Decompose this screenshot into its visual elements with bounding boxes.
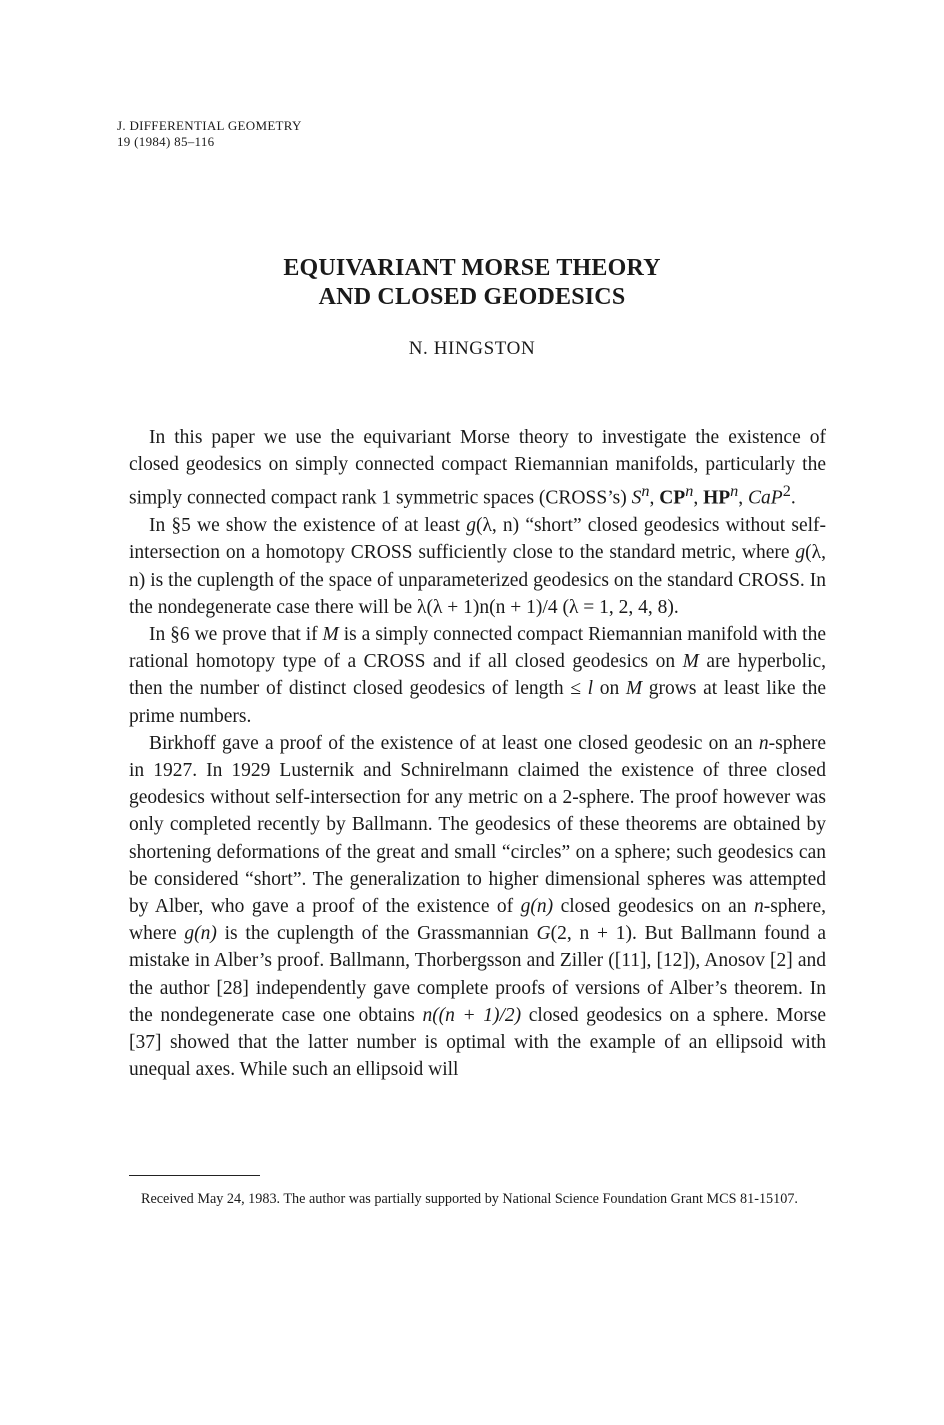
journal-citation: 19 (1984) 85–116: [117, 134, 215, 149]
footnote-text: Received May 24, 1983. The author was partially supported by National Science Foundation Grant MCS 81-15107.: [141, 1191, 798, 1207]
footnote-rule: [129, 1175, 260, 1176]
article-author: N. HINGSTON: [408, 338, 536, 359]
footnote: [129, 1190, 826, 1209]
journal-header: [117, 118, 302, 150]
journal-name: J. DIFFERENTIAL GEOMETRY: [117, 118, 302, 133]
title-line-1: EQUIVARIANT MORSE THEORY: [283, 255, 661, 281]
paragraph-3: In §6 we prove that if M is a simply connected compact Riemannian manifold with the rational homotopy type of a CROSS and if all closed geodesics on M are hyperbolic, then the number of distinct closed geodesics of length ≤ l on M grows at least like the prime numbers.: [129, 623, 826, 727]
paragraph-2: In §5 we show the existence of at least g(λ, n) “short” closed geodesics without self-intersection on a homotopy CROSS sufficiently close to the standard metric, where g(λ, n) is the cuplength of the space of unparameterized geodesics on the standard CROSS. In the nondegenerate case there will be λ(λ + 1)n(n + 1)/4 (λ = 1, 2, 4, 8).: [129, 515, 826, 618]
title-line-2: AND CLOSED GEODESICS: [318, 284, 626, 310]
paragraph-4: Birkhoff gave a proof of the existence of at least one closed geodesic on an n-sphere in 1927. In 1929 Lusternik and Schnirelmann claimed the existence of three closed geodesics without self-intersection for any metric on a 2-sphere. The proof however was only completed recently by Ballmann. The geodesics of these theorems are obtained by shortening deformations of the great and small “circles” on a sphere; such geodesics can be considered “short”. The generalization to higher dimensional spheres was attempted by Alber, who gave a proof of the existence of g(n) closed geodesics on an n-sphere, where g(n) is the cuplength of the Grassmannian G(2, n + 1). But Ballmann found a mistake in Alber’s proof. Ballmann, Thorbergsson and Ziller ([11], [12]), Anosov [2] and the author [28] independently gave complete proofs of versions of Alber’s theorem. In the nondegenerate case one obtains n((n + 1)/2) closed geodesics on a sphere. Morse [37] showed that the latter number is optimal with the example of an ellipsoid with unequal axes. While such an ellipsoid will: [129, 732, 826, 1081]
paragraph-1: In this paper we use the equivariant Morse theory to investigate the existence of closed geodesics on simply connected compact Riemannian manifolds, particularly the simply connected compact rank 1 symmetric spaces (CROSS’s) $S^n$, $CP^n$, $HP^n$, CaP$^2$.: [129, 427, 826, 509]
article-title: [0, 254, 944, 312]
formula: λ(λ + 1)n(n + 1)/4 (λ = 1, 2, 4, 8): [417, 596, 674, 618]
article-body: [129, 424, 826, 1083]
